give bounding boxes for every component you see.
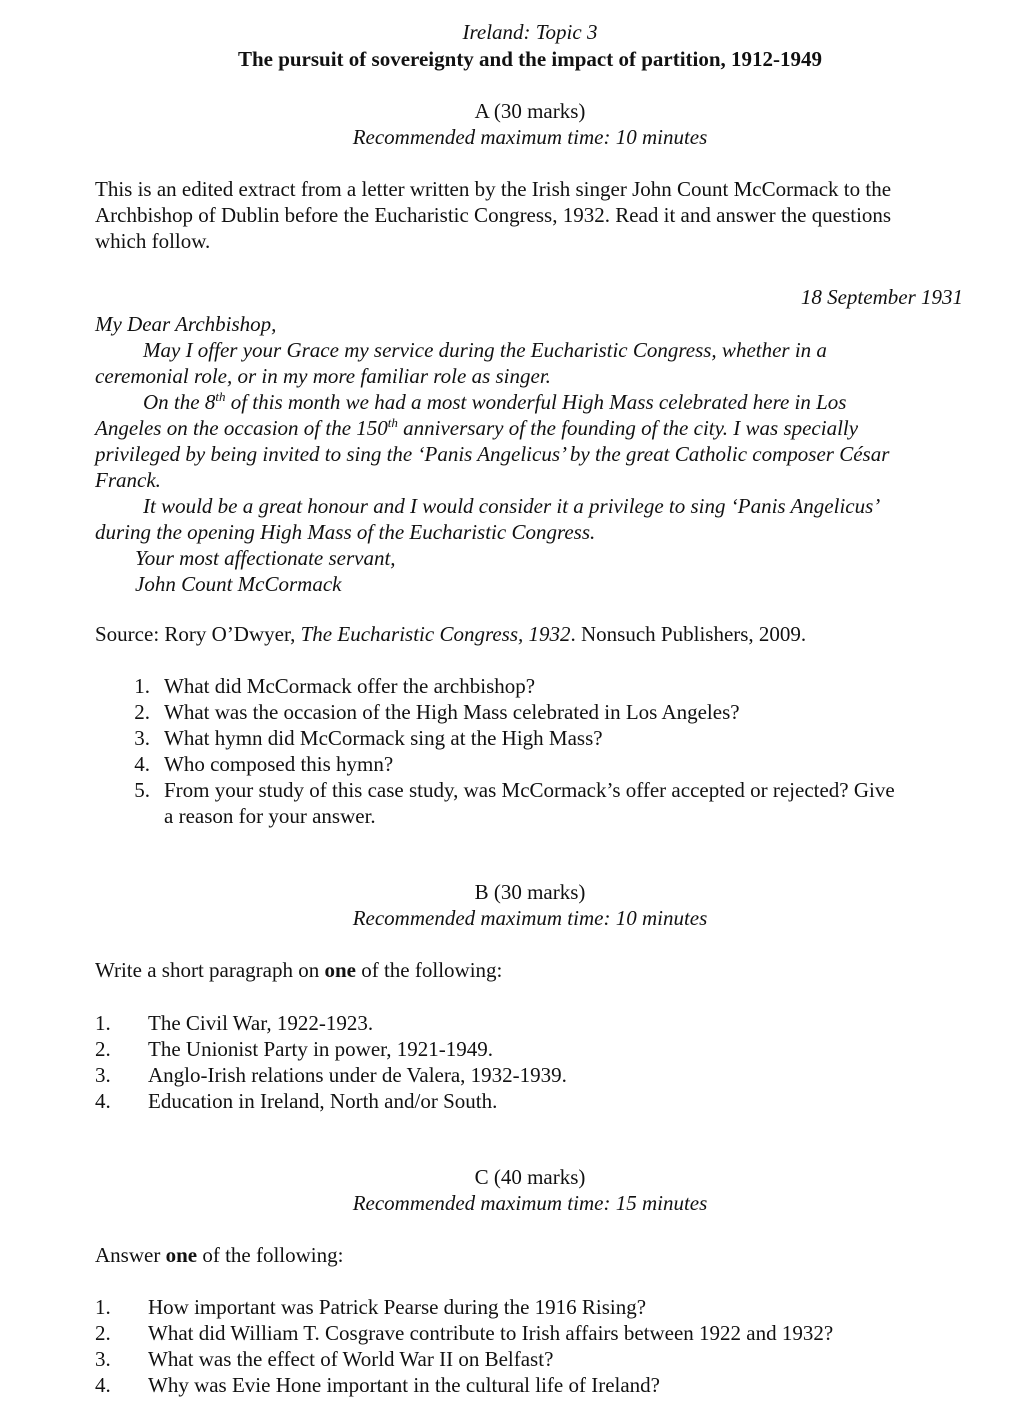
list-item: 3. Anglo-Irish relations under de Valera, 1932-1939.: [95, 1063, 567, 1087]
letter-closing: Your most affectionate servant,: [135, 546, 396, 570]
list-item: 1. The Civil War, 1922-1923.: [95, 1011, 374, 1035]
section-a-time: Recommended maximum time: 10 minutes: [352, 125, 708, 149]
section-c-heading: C (40 marks): [474, 1165, 586, 1189]
intro-line: Archbishop of Dublin before the Eucharistic Congress, 1932. Read it and answer the questions: [95, 203, 892, 227]
question-item: 3. What hymn did McCormack sing at the High Mass?: [134, 726, 603, 750]
question-item: 5. From your study of this case study, was McCormack’s offer accepted or rejected? Give: [134, 778, 895, 802]
list-item: 1. How important was Patrick Pearse during the 1916 Rising?: [95, 1295, 647, 1319]
letter-salutation: My Dear Archbishop,: [95, 312, 277, 336]
letter-line: privileged by being invited to sing the ‘Panis Angelicus’ by the great Catholic composer César: [95, 442, 890, 466]
letter-line: On the 8th of this month we had a most wonderful High Mass celebrated here in Los: [143, 389, 847, 414]
section-a-intro: [95, 176, 965, 254]
intro-line: which follow.: [95, 229, 211, 253]
topic-label: Ireland: Topic 3: [462, 20, 598, 44]
question-item: 1. What did McCormack offer the archbishop?: [134, 674, 536, 698]
section-a-questions: [0, 673, 1029, 829]
section-b-time: Recommended maximum time: 10 minutes: [352, 906, 708, 930]
page-title: The pursuit of sovereignty and the impact of partition, 1912-1949: [237, 47, 823, 71]
list-item: 2. The Unionist Party in power, 1921-1949.: [95, 1037, 494, 1061]
section-a-heading: A (30 marks): [474, 99, 586, 123]
letter-line: Angeles on the occasion of the 150th anniversary of the founding of the city. I was specially: [95, 415, 859, 440]
letter-line: May I offer your Grace my service during the Eucharistic Congress, whether in a: [143, 338, 827, 362]
section-c-list: [0, 1294, 1029, 1398]
letter-date: 18 September 1931: [800, 285, 963, 309]
letter-signature: John Count McCormack: [135, 572, 342, 596]
question-item: 2. What was the occasion of the High Mass celebrated in Los Angeles?: [134, 700, 740, 724]
letter-line: Franck.: [95, 468, 161, 492]
question-item: 4. Who composed this hymn?: [134, 752, 394, 776]
letter-line: during the opening High Mass of the Eucharistic Congress.: [95, 520, 596, 544]
list-item: 4. Why was Evie Hone important in the cultural life of Ireland?: [95, 1373, 660, 1397]
intro-line: This is an edited extract from a letter written by the Irish singer John Count McCormack to the: [95, 177, 892, 201]
section-c-time: Recommended maximum time: 15 minutes: [352, 1191, 708, 1215]
section-c-instruction: Answer one of the following:: [95, 1243, 344, 1267]
source-citation: Source: Rory O’Dwyer, The Eucharistic Congress, 1932. Nonsuch Publishers, 2009.: [95, 622, 807, 646]
section-b-instruction: Write a short paragraph on one of the following:: [95, 958, 503, 982]
letter-extract: [95, 311, 965, 597]
letter-line: It would be a great honour and I would consider it a privilege to sing ‘Panis Angelicus’: [143, 494, 881, 518]
section-b-heading: B (30 marks): [474, 880, 586, 904]
list-item: 3. What was the effect of World War II on Belfast?: [95, 1347, 554, 1371]
question-item-continuation: a reason for your answer.: [164, 804, 376, 828]
list-item: 4. Education in Ireland, North and/or South.: [95, 1089, 498, 1113]
section-b-list: [0, 1010, 1029, 1114]
list-item: 2. What did William T. Cosgrave contribute to Irish affairs between 1922 and 1932?: [95, 1321, 834, 1345]
letter-line: ceremonial role, or in my more familiar role as singer.: [95, 364, 551, 388]
